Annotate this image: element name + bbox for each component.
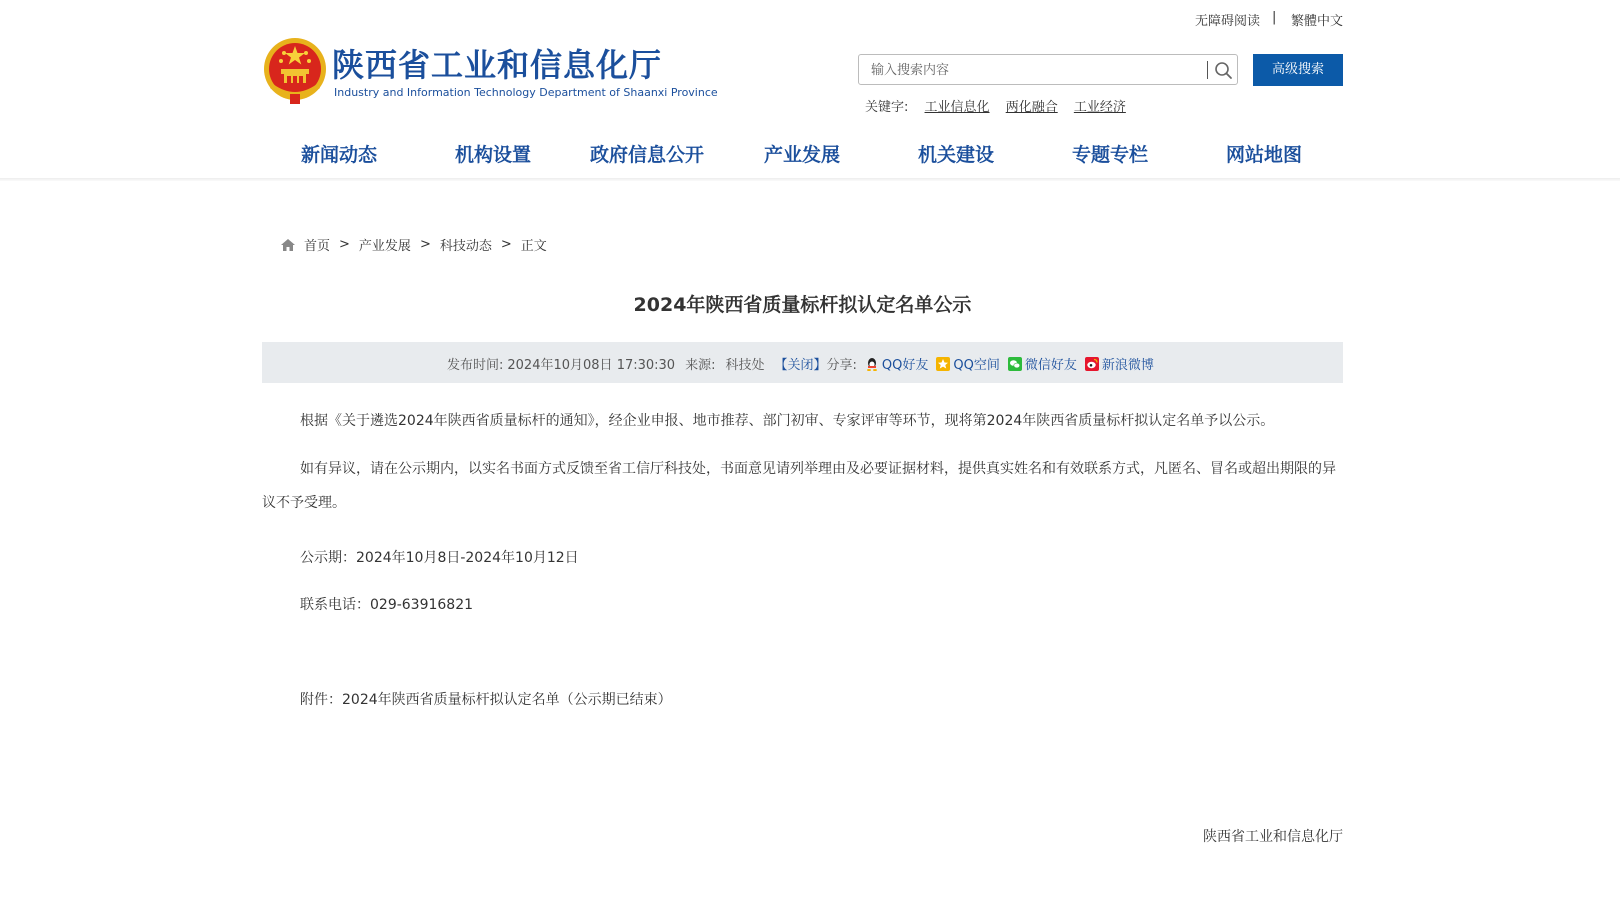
search-divider bbox=[1207, 61, 1208, 79]
share-weibo-label: 新浪微博 bbox=[1101, 358, 1154, 373]
share-weibo[interactable] bbox=[1085, 354, 1154, 373]
article-paragraph: 根据《关于遴选2024年陕西省质量标杆的通知》，经企业申报、地市推荐、部门初审、专家评审等环节，现将第2024年陕西省质量标杆拟认定名单予以公示。 bbox=[300, 413, 1275, 429]
keyword-link[interactable]: 工业信息化 bbox=[924, 100, 990, 115]
nav-item-organization[interactable]: 机构设置 bbox=[454, 144, 531, 166]
accessibility-link[interactable]: 无障碍阅读 bbox=[1195, 14, 1261, 29]
national-emblem-icon bbox=[262, 36, 328, 106]
wechat-icon bbox=[1008, 357, 1022, 371]
publish-time-label: 发布时间: bbox=[447, 358, 504, 373]
article-paragraph: 如有异议，请在公示期内，以实名书面方式反馈至省工信厅科技处，书面意见请列举理由及必要证据材料，提供真实姓名和有效联系方式，凡匿名、冒名或超出期限的异议不予受理。 bbox=[262, 461, 1336, 511]
nav-divider bbox=[0, 178, 1620, 181]
share-qq-zone-label: QQ空间 bbox=[953, 358, 1000, 373]
share-wechat-label: 微信好友 bbox=[1024, 358, 1077, 373]
topbar-separator: | bbox=[1272, 10, 1277, 25]
nav-item-sitemap[interactable]: 网站地图 bbox=[1225, 144, 1302, 166]
nav-item-party-building[interactable]: 机关建设 bbox=[917, 144, 994, 166]
attachment-paragraph: 附件：2024年陕西省质量标杆拟认定名单（公示期已结束） bbox=[300, 692, 672, 708]
nav-item-special-topics[interactable]: 专题专栏 bbox=[1071, 144, 1148, 166]
nav-item-news[interactable]: 新闻动态 bbox=[300, 144, 377, 166]
site-name-cn: 陕西省工业和信息化厅 bbox=[332, 46, 663, 84]
qzone-icon bbox=[936, 357, 950, 371]
keywords-label: 关键字: bbox=[865, 100, 909, 115]
breadcrumb-tech-news[interactable]: 科技动态 bbox=[439, 239, 492, 254]
source-label: 来源: bbox=[685, 358, 716, 373]
article-paragraph: 联系电话：029-63916821 bbox=[300, 597, 474, 613]
keyword-link[interactable]: 工业经济 bbox=[1073, 100, 1126, 115]
breadcrumb-industry[interactable]: 产业发展 bbox=[358, 239, 411, 254]
article-title: 2024年陕西省质量标杆拟认定名单公示 bbox=[633, 294, 972, 316]
keyword-link[interactable]: 两化融合 bbox=[1005, 100, 1058, 115]
publish-time: 2024年10月08日 17:30:30 bbox=[507, 358, 676, 373]
advanced-search-button[interactable]: 高级搜索 bbox=[1253, 54, 1343, 86]
close-link[interactable]: 【关闭】 bbox=[774, 358, 827, 373]
breadcrumb-current: 正文 bbox=[520, 239, 547, 254]
qq-icon bbox=[865, 357, 879, 371]
share-qq-zone[interactable] bbox=[936, 354, 999, 373]
share-qq-friend-label: QQ好友 bbox=[881, 358, 929, 373]
article-paragraph: 公示期：2024年10月8日-2024年10月12日 bbox=[300, 550, 579, 566]
breadcrumb-separator: > bbox=[500, 237, 512, 252]
breadcrumb-separator: > bbox=[339, 237, 350, 252]
breadcrumb-separator: > bbox=[419, 237, 431, 252]
search-keywords bbox=[865, 96, 1126, 115]
search-icon[interactable] bbox=[1211, 58, 1235, 82]
site-name-en: Industry and Information Technology Department of Shaanxi Province bbox=[334, 86, 718, 99]
weibo-icon bbox=[1085, 357, 1099, 371]
share-wechat[interactable] bbox=[1008, 354, 1077, 373]
home-icon[interactable] bbox=[280, 238, 296, 252]
main-nav bbox=[262, 140, 1343, 176]
breadcrumb bbox=[280, 235, 547, 254]
nav-item-industry[interactable]: 产业发展 bbox=[763, 144, 840, 166]
search-input[interactable] bbox=[869, 59, 1193, 81]
site-logo[interactable] bbox=[262, 36, 718, 106]
breadcrumb-home[interactable]: 首页 bbox=[304, 239, 331, 254]
search-box bbox=[858, 54, 1238, 85]
traditional-chinese-link[interactable]: 繁體中文 bbox=[1291, 14, 1344, 29]
article-signature: 陕西省工业和信息化厅 bbox=[1203, 829, 1343, 845]
top-utility-bar bbox=[0, 10, 1620, 30]
share-label: 分享: bbox=[826, 358, 857, 373]
nav-item-gov-info[interactable]: 政府信息公开 bbox=[589, 144, 704, 166]
article-meta-bar bbox=[262, 342, 1343, 383]
share-qq-friend[interactable] bbox=[865, 354, 928, 373]
source-value: 科技处 bbox=[725, 358, 765, 373]
